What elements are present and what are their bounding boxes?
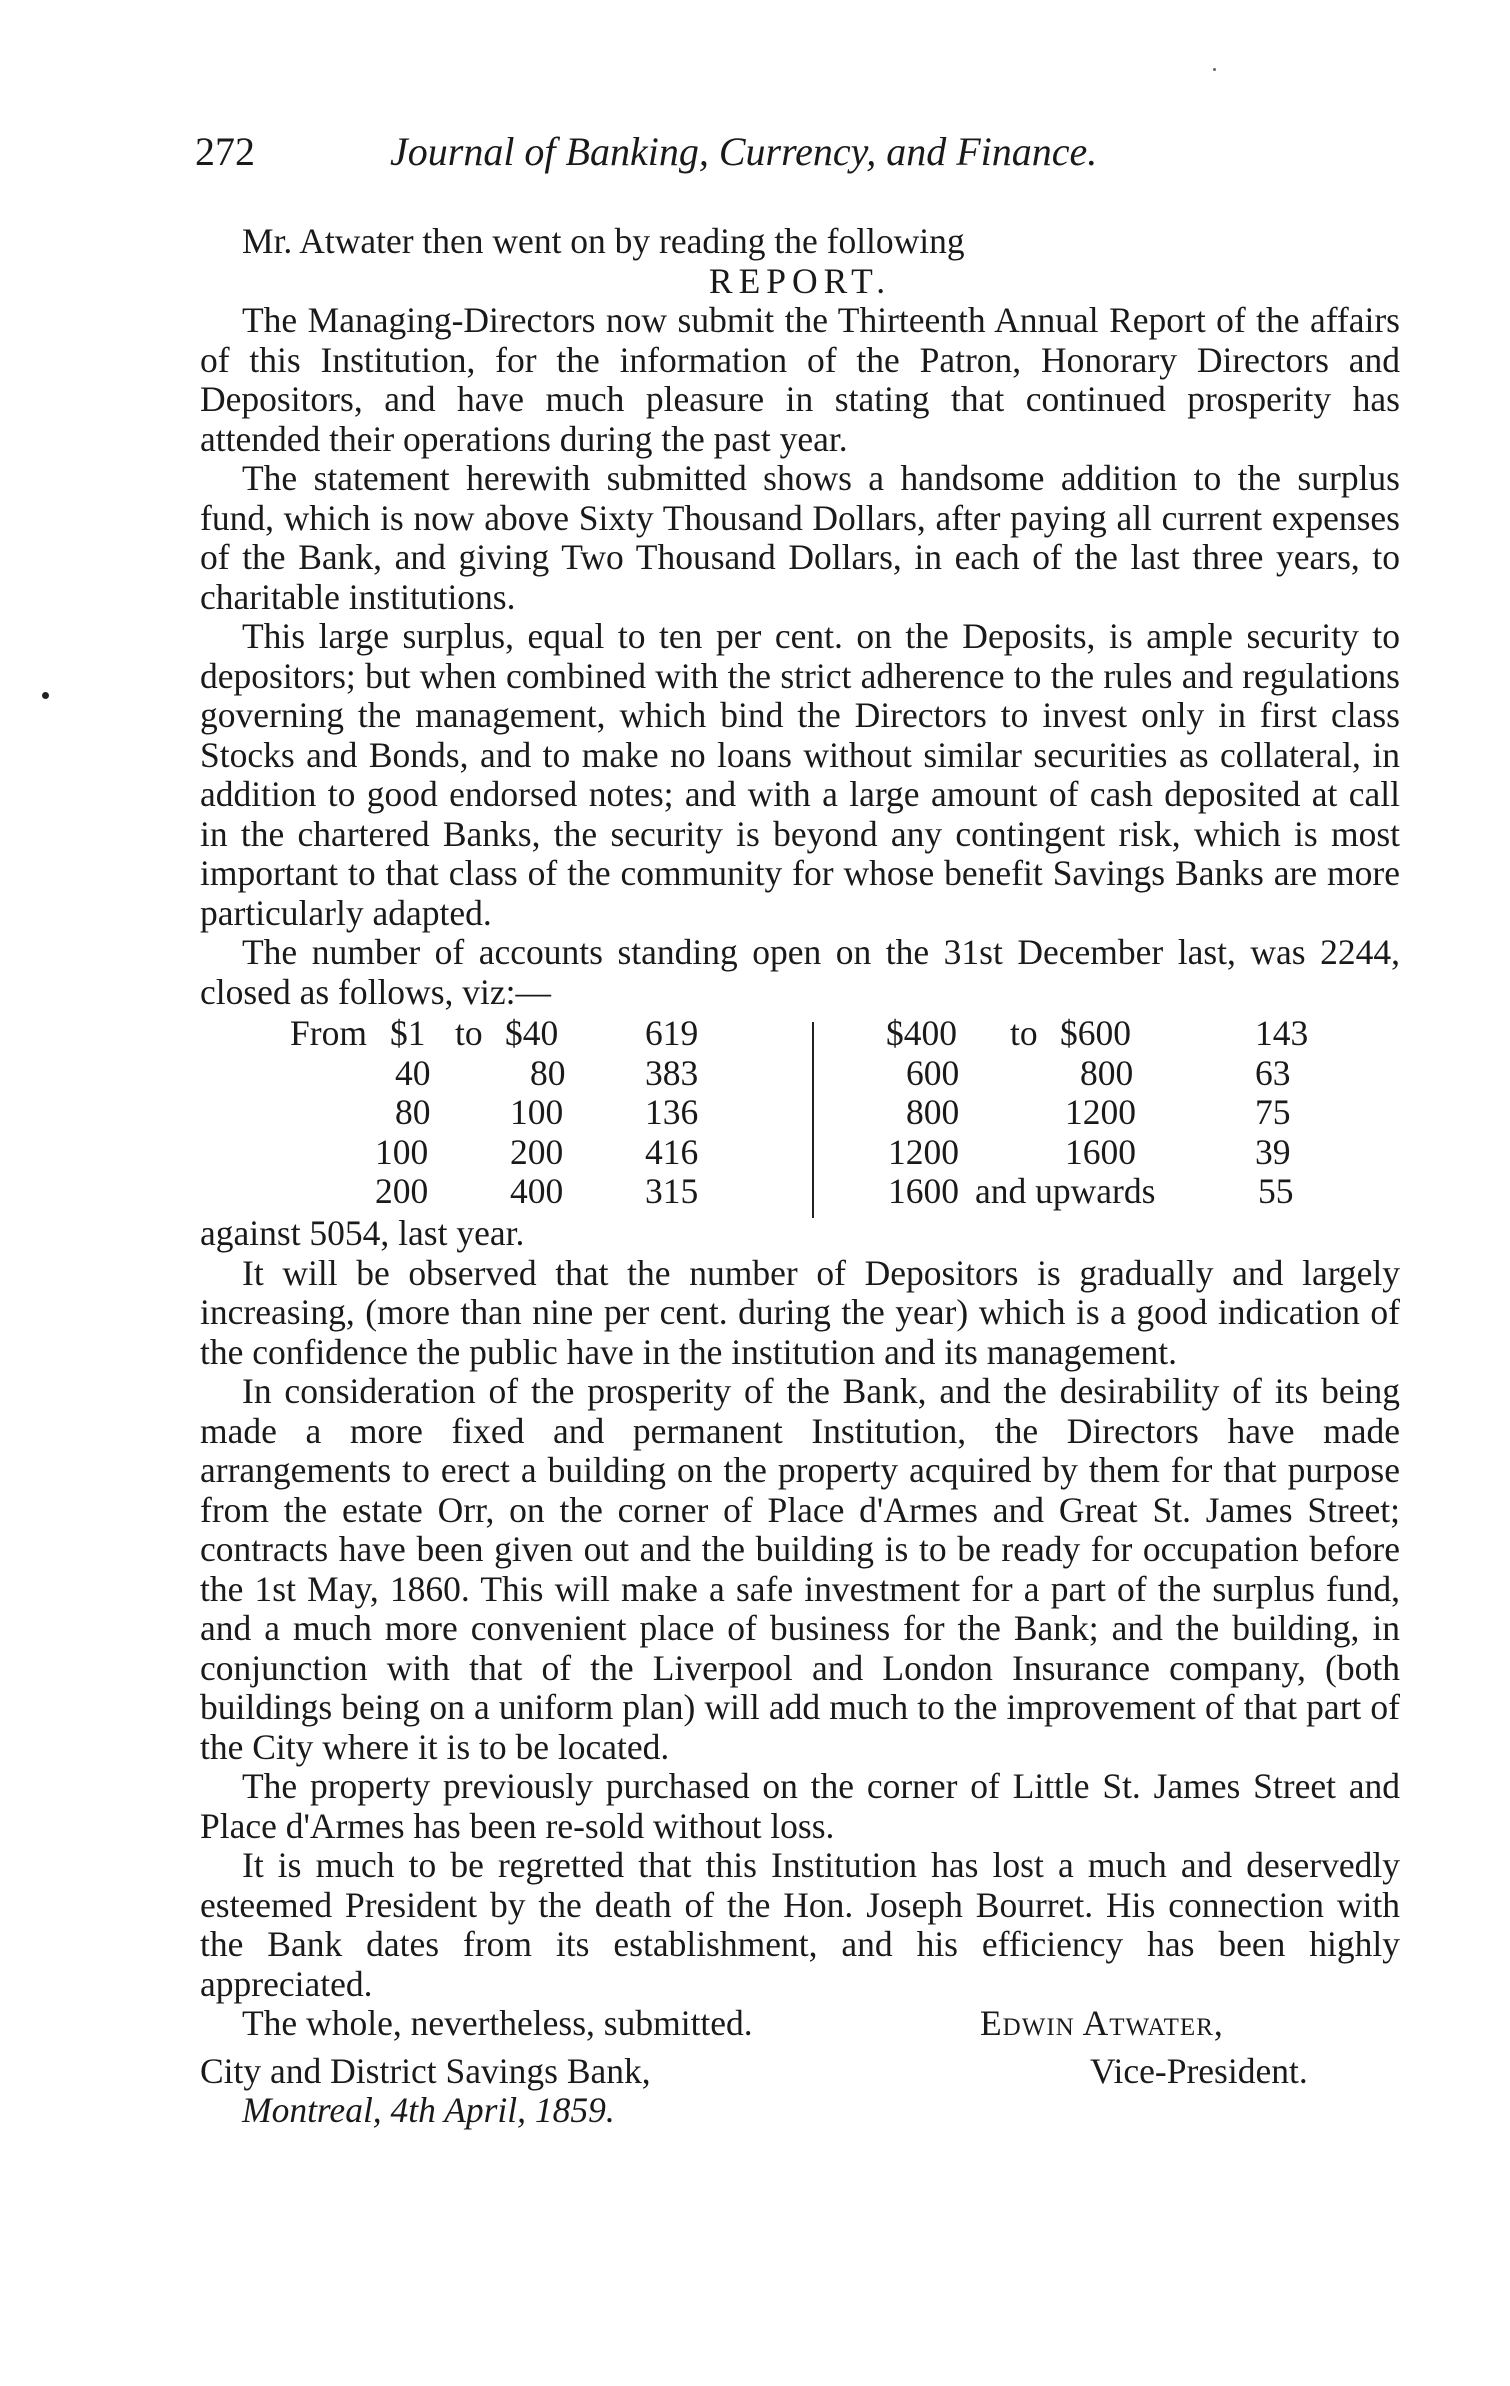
against-line: against 5054, last year. <box>200 1213 525 1253</box>
table-cell: and upwards <box>975 1171 1156 1211</box>
table-row <box>200 1093 1400 1133</box>
signatory-name: Edwin Atwater, <box>980 2003 1224 2043</box>
table-cell: 80 <box>395 1092 431 1132</box>
table-row <box>200 1172 1400 1212</box>
running-title: Journal of Banking, Currency, and Finance. <box>390 129 1098 174</box>
accounts-table <box>200 1014 1400 1214</box>
table-cell: 800 <box>906 1092 960 1132</box>
table-cell: 600 <box>906 1052 960 1093</box>
table-cell: 100 <box>510 1092 564 1132</box>
table-cell: 800 <box>1080 1052 1134 1093</box>
signatory-title: Vice-President. <box>1090 2050 1308 2091</box>
table-cell: 400 <box>510 1171 564 1211</box>
table-row <box>200 1133 1400 1173</box>
paragraph-1: The Managing-Directors now submit the Thirteenth Annual Report of the affairs of this Institution, for the information of the Patron, Honorary Directors and Depositors, and have much pleasure in stating that continued prosperity has attended their operations during the past year. <box>200 300 1400 459</box>
table-row <box>200 1054 1400 1094</box>
table-cell: to <box>455 1013 483 1053</box>
paragraph-5: It will be observed that the number of Depositors is gradually and largely increasing, (more than nine per cent. during the year) which is a good indication of the confidence the public have in the institution and its management. <box>200 1252 1400 1372</box>
table-cell: 315 <box>645 1171 699 1211</box>
closing-block <box>200 2004 753 2131</box>
table-cell: 100 <box>375 1131 429 1172</box>
accounts-table-right <box>200 1014 1400 1212</box>
table-cell: $1 <box>390 1013 426 1053</box>
table-cell: $600 <box>1060 1013 1131 1053</box>
paragraph-3: This large surplus, equal to ten per cent. on the Deposits, is ample security to depositors; but when combined with the strict adherence to the rules and regulations governing the management, which bind the Directors to invest only in first class Stocks and Bonds, and to make no loans without similar securities as collateral, in addition to good endorsed notes; and with a large amount of cash deposited at call in the chartered Banks, the security is beyond any contingent risk, which is most important to that class of the community for whose benefit Savings Banks are more particularly adapted. <box>200 616 1400 933</box>
report-heading: REPORT. <box>708 260 892 301</box>
page-number: 272 <box>195 129 255 174</box>
table-cell: 383 <box>645 1052 699 1093</box>
paragraph-6: In consideration of the prosperity of the Bank, and the desirability of its being made a more fixed and permanent Institution, the Directors have made arrangements to erect a building on the property acquired by them for that purpose from the estate Orr, on the corner of Place d'Armes and Great St. James Street; contracts have been given out and the building is to be ready for occupation before the 1st May, 1860. This will make a safe investment for a part of the surplus fund, and a much more convenient place of business for the Bank; and the building, in conjunction with that of the Liverpool and London Insurance company, (both buildings being on a uniform plan) will add much to the improvement of that part of the City where it is to be located. <box>200 1371 1400 1767</box>
ink-speck <box>1213 68 1216 71</box>
table-cell: 1200 <box>888 1131 959 1172</box>
table-cell: 143 <box>1255 1013 1309 1053</box>
table-row <box>200 1014 1400 1054</box>
page-header <box>195 128 1395 188</box>
table-cell: 63 <box>1255 1052 1291 1093</box>
paragraph-8: It is much to be regretted that this Institution has lost a much and deservedly esteemed President by the death of the Hon. Joseph Bourret. His connection with the Bank dates from its establishment, and his efficiency has been highly appreciated. <box>200 1845 1400 2004</box>
ink-speck <box>42 692 49 699</box>
location-line-2: Montreal, 4th April, 1859. <box>242 2090 615 2130</box>
paragraph-7: The property previously purchased on the corner of Little St. James Street and Place d'Armes has been re-sold without loss. <box>200 1766 1400 1846</box>
intro-line: Mr. Atwater then went on by reading the following <box>242 221 965 261</box>
paragraph-2: The statement herewith submitted shows a handsome addition to the surplus fund, which is now above Sixty Thousand Dollars, after paying all current expenses of the Bank, and giving Two Thousand Dollars, in each of the last three years, to charitable institutions. <box>200 458 1400 617</box>
table-cell: 40 <box>395 1052 431 1093</box>
signature-block <box>200 2004 1400 2134</box>
table-cell: 136 <box>645 1092 699 1132</box>
signatory-block <box>980 2004 1308 2091</box>
table-cell: 619 <box>645 1013 699 1053</box>
table-cell: $400 <box>886 1013 957 1053</box>
table-cell: 1600 <box>888 1171 959 1211</box>
table-cell: 1200 <box>1065 1092 1136 1132</box>
table-cell: to <box>1010 1013 1038 1053</box>
table-cell: 200 <box>510 1131 564 1172</box>
location-line-1: City and District Savings Bank, <box>200 2050 651 2091</box>
table-cell: 55 <box>1258 1171 1294 1211</box>
page-body <box>200 222 1400 2134</box>
table-cell: 200 <box>375 1171 429 1211</box>
table-cell: 416 <box>645 1131 699 1172</box>
closing-line: The whole, nevertheless, submitted. <box>242 2003 753 2043</box>
table-cell: 75 <box>1255 1092 1291 1132</box>
table-cell: $40 <box>505 1013 559 1053</box>
table-cell: 39 <box>1255 1131 1291 1172</box>
paragraph-4: The number of accounts standing open on the 31st December last, was 2244, closed as follows, viz:— <box>200 932 1400 1012</box>
table-cell: 80 <box>530 1052 566 1093</box>
table-cell: 1600 <box>1065 1131 1136 1172</box>
table-cell: From <box>290 1013 367 1053</box>
